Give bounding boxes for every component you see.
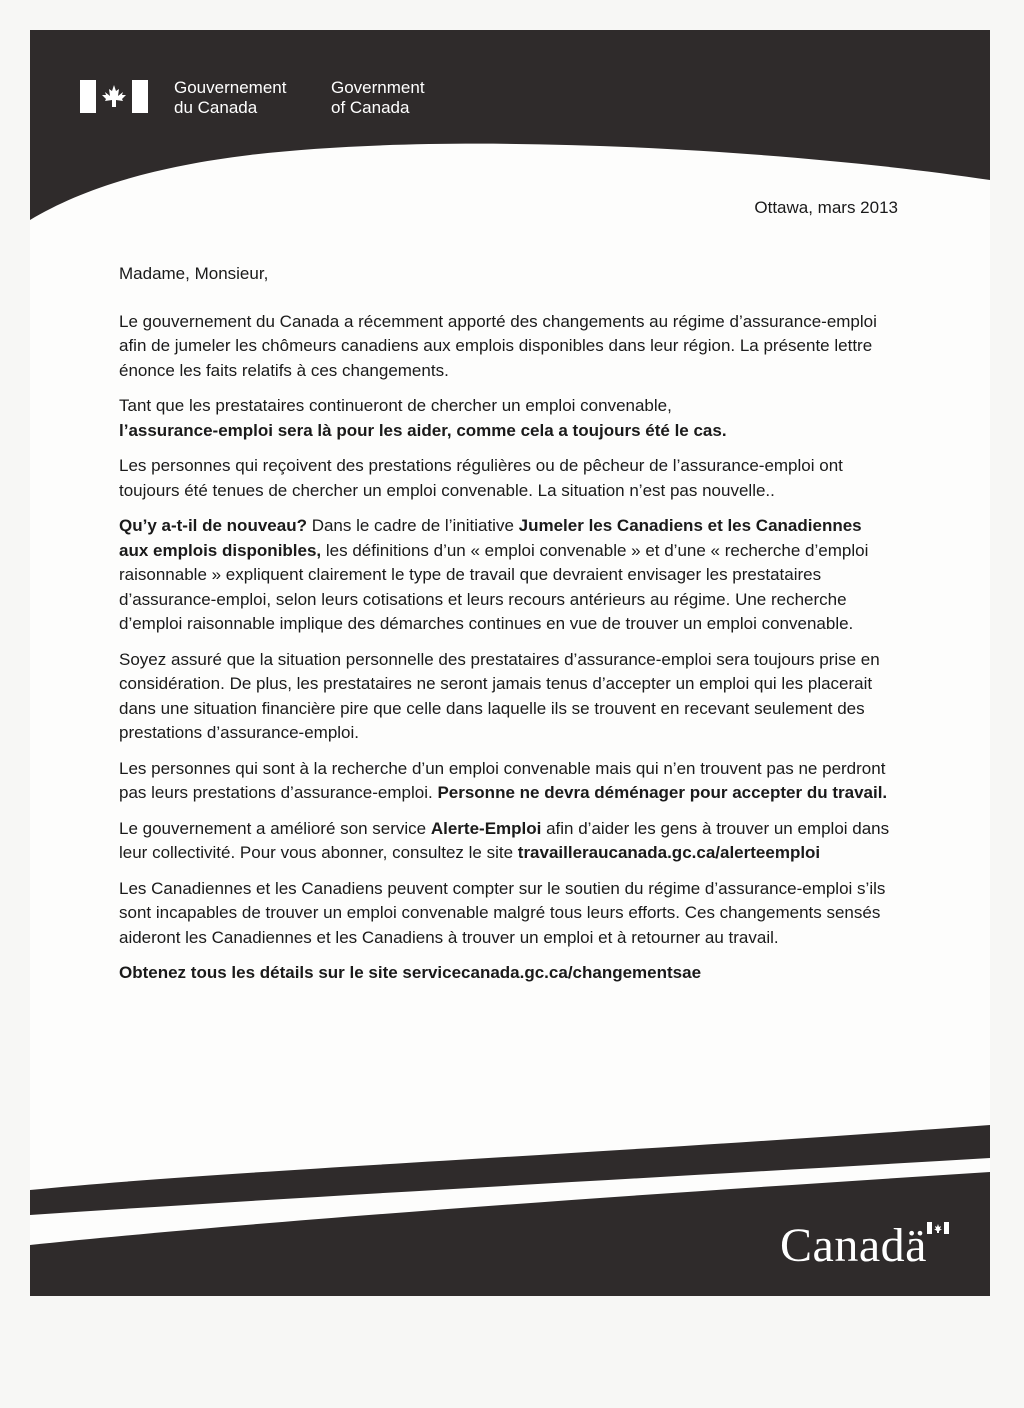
canada-flag-icon — [80, 80, 148, 113]
paragraph-details-link: Obtenez tous les détails sur le site servicecanada.gc.ca/changementsae — [119, 963, 702, 982]
wordmark-flag-icon — [927, 1222, 949, 1234]
salutation: Madame, Monsieur, — [119, 264, 269, 283]
government-name-french: Gouvernement du Canada — [174, 78, 287, 117]
paragraph-obligation: Les personnes qui reçoivent des prestations régulières ou de pêcheur de l’assurance-emploi ont toujours été tenues de chercher un emploi convenable. La situation n’est pas nouvelle.. — [119, 456, 843, 500]
letter-body — [119, 262, 894, 997]
government-name-english: Government of Canada — [331, 78, 425, 117]
paragraph-support: Tant que les prestataires continueront de chercher un emploi convenable, l’assurance-emploi sera là pour les aider, comme cela a toujours été le cas. — [119, 396, 727, 440]
paragraph-job-alert: Le gouvernement a amélioré son service Alerte-Emploi afin d’aider les gens à trouver un emploi dans leur collectivité. Pour vous abonner, consultez le site travailleraucanada.gc.ca/alerteemploi — [119, 818, 890, 862]
letter-sheet — [30, 30, 990, 1296]
paragraph-personal-situation: Soyez assuré que la situation personnelle des prestataires d’assurance-emploi sera toujours prise en considération. De plus, les prestataires ne seront jamais tenus d’accepter un emploi qui les placerait dans une situation financière pire que celle dans laquelle ils se trouvent en recevant seulement des prestations d’assurance-emploi. — [119, 649, 880, 742]
letter-date: Ottawa, mars 2013 — [754, 198, 898, 217]
paragraph-benefits: Les personnes qui sont à la recherche d’un emploi convenable mais qui n’en trouvent pas ne perdront pas leurs prestations d’assurance-emploi. Personne ne devra déménager pour accepter du travail. — [119, 758, 888, 802]
paragraph-whats-new: Qu’y a-t-il de nouveau? Dans le cadre de l’initiative Jumeler les Canadiens et les Canadiennes aux emplois disponibles, les définitions d’un « emploi convenable » et d’une « recherche d’emploi raisonnable » expliquent clairement le type de travail que devraient envisager les prestataires d’assurance-emploi, selon leurs cotisations et leurs recours antérieurs au régime. Une recherche d’emploi raisonnable implique des démarches continues en vue de trouver un emploi convenable. — [119, 516, 869, 633]
paragraph-support-closing: Les Canadiennes et les Canadiens peuvent compter sur le soutien du régime d’assurance-emploi s’ils sont incapables de trouver un emploi convenable malgré tous leurs efforts. Ces changements sensés aideront les Canadiennes et les Canadiens à trouver un emploi et à retourner au travail. — [119, 878, 886, 947]
paragraph-intro: Le gouvernement du Canada a récemment apporté des changements au régime d’assurance-emploi afin de jumeler les chômeurs canadiens aux emplois disponibles dans leur région. La présente lettre énonce les faits relatifs à ces changements. — [119, 311, 877, 380]
canada-wordmark: Canadä — [780, 1219, 927, 1272]
